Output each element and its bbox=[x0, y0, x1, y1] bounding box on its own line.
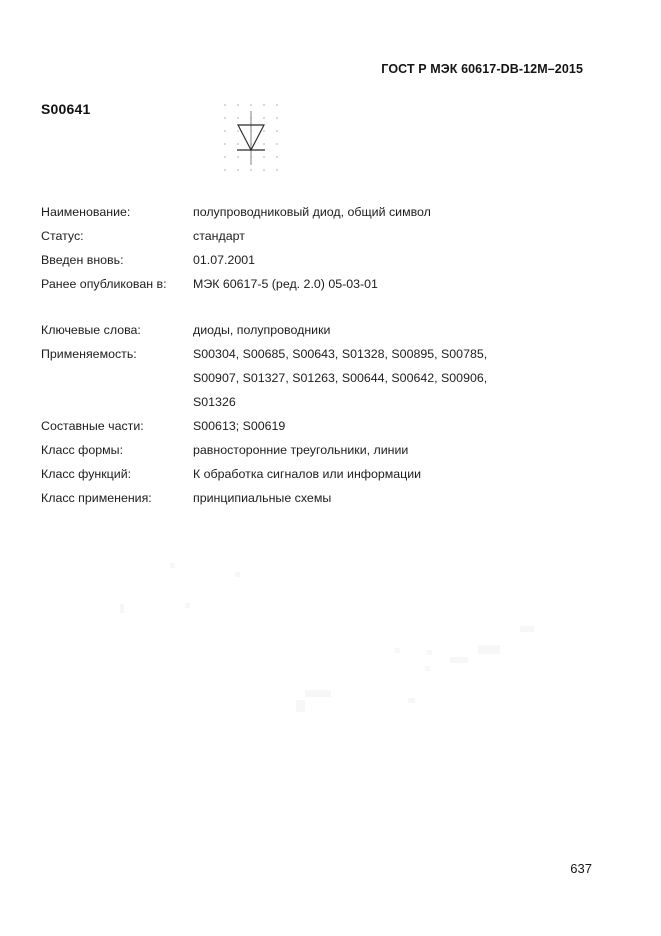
property-label-shape-class: Класс формы: bbox=[41, 443, 124, 457]
property-label-components: Составные части: bbox=[41, 419, 144, 433]
symbol-id-heading: S00641 bbox=[41, 101, 91, 117]
property-row-components bbox=[41, 414, 601, 438]
property-value-name bbox=[193, 200, 601, 224]
property-value-previously-published bbox=[193, 272, 601, 296]
property-label-introduced: Введен вновь: bbox=[41, 253, 124, 267]
property-value-line: К обработка сигналов или информации bbox=[193, 467, 422, 481]
property-row-application-class bbox=[41, 486, 601, 510]
property-row-introduced bbox=[41, 248, 601, 272]
property-value-line: S00304, S00685, S00643, S01328, S00895, S00785, bbox=[193, 347, 488, 361]
property-value-function-class bbox=[193, 462, 601, 486]
property-value-status bbox=[193, 224, 601, 248]
page-number: 637 bbox=[570, 861, 592, 876]
property-label-status: Статус: bbox=[41, 229, 84, 243]
property-row-status bbox=[41, 224, 601, 248]
property-row-previously-published bbox=[41, 272, 601, 296]
semiconductor-diode-symbol bbox=[223, 103, 281, 175]
property-value-line: стандарт bbox=[193, 229, 245, 243]
property-value-application-class bbox=[193, 486, 601, 510]
property-row-applicability bbox=[41, 342, 601, 414]
property-label-previously-published: Ранее опубликован в: bbox=[41, 277, 167, 291]
property-value-line: S01326 bbox=[193, 395, 236, 409]
property-value-line: равносторонние треугольники, линии bbox=[193, 443, 409, 457]
property-row-keywords bbox=[41, 318, 601, 342]
property-label-applicability: Применяемость: bbox=[41, 347, 137, 361]
property-label-function-class: Класс функций: bbox=[41, 467, 132, 481]
property-value-line: полупроводниковый диод, общий символ bbox=[193, 205, 431, 219]
property-label-name: Наименование: bbox=[41, 205, 131, 219]
property-value-line: S00613; S00619 bbox=[193, 419, 286, 433]
property-value-applicability bbox=[193, 342, 601, 414]
property-value-keywords bbox=[193, 318, 601, 342]
property-row-shape-class bbox=[41, 438, 601, 462]
property-value-line: 01.07.2001 bbox=[193, 253, 256, 267]
diode-symbol-svg bbox=[223, 103, 281, 175]
property-row-name bbox=[41, 200, 601, 224]
property-value-shape-class bbox=[193, 438, 601, 462]
property-value-line: диоды, полупроводники bbox=[193, 323, 331, 337]
property-label-application-class: Класс применения: bbox=[41, 491, 152, 505]
property-value-components bbox=[193, 414, 601, 438]
symbol-properties-table bbox=[41, 200, 601, 510]
property-value-introduced bbox=[193, 248, 601, 272]
property-label-keywords: Ключевые слова: bbox=[41, 323, 141, 337]
property-row-function-class bbox=[41, 462, 601, 486]
property-value-line: S00907, S01327, S01263, S00644, S00642, S00906, bbox=[193, 371, 488, 385]
property-value-line: МЭК 60617-5 (ред. 2.0) 05-03-01 bbox=[193, 277, 378, 291]
standard-header-title: ГОСТ Р МЭК 60617-DB-12M–2015 bbox=[381, 62, 583, 76]
property-value-line: принципиальные схемы bbox=[193, 491, 332, 505]
